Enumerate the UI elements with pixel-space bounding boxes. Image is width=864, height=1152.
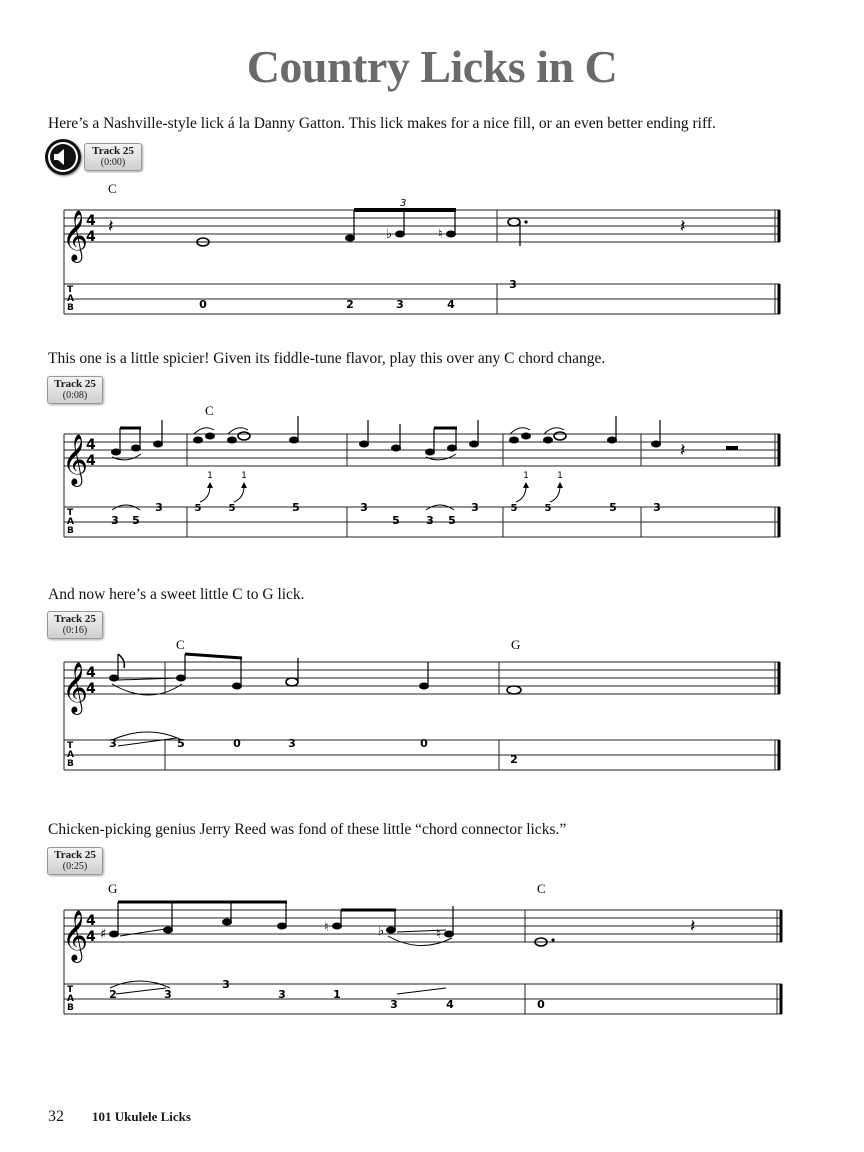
chord-symbol: C: [205, 403, 214, 418]
whole-note: [507, 686, 521, 694]
treble-clef-icon: 𝄞: [62, 210, 89, 261]
tab-number: 5: [177, 737, 185, 750]
treble-clef-icon: 𝄞: [62, 662, 89, 713]
tab-number: 5: [132, 514, 140, 527]
quarter-rest-icon: 𝄽: [680, 216, 686, 237]
time-sig-top: 4: [86, 213, 96, 229]
lick-2-notation: [0, 402, 864, 542]
tab-number: 3: [396, 298, 404, 311]
tab-label-b: B: [67, 1003, 74, 1013]
tab-number: 5: [544, 503, 552, 514]
track-badge-3[interactable]: [47, 611, 103, 639]
tab-number: 3: [155, 501, 163, 514]
track-time: (0:16): [62, 625, 88, 636]
tab-number: 3: [222, 978, 230, 991]
tab-number: 4: [446, 998, 454, 1011]
time-sig-bottom: 4: [86, 929, 96, 945]
quarter-rest-icon: 𝄽: [690, 916, 696, 937]
book-title: 101 Ukulele Licks: [92, 1109, 191, 1124]
track-time: (0:25): [62, 861, 88, 872]
tab-number: 3: [111, 514, 119, 527]
treble-clef-icon: 𝄞: [62, 910, 89, 961]
lick-1-intro: Here’s a Nashville-style lick á la Danny Gatton. This lick makes for a nice fill, or an even better ending riff.: [48, 115, 716, 132]
tab-number: 2: [346, 298, 354, 311]
flat-icon: ♭: [378, 924, 385, 939]
tab-label-a: A: [67, 294, 74, 304]
tab-label-t: T: [67, 985, 74, 995]
tab-number: 3: [288, 737, 296, 750]
chord-symbol: C: [108, 181, 117, 196]
bend-amount: 1: [241, 471, 247, 481]
tab-number: 5: [510, 503, 518, 514]
page-footer: [48, 1108, 191, 1126]
tab-number: 5: [292, 501, 300, 514]
tab-label-t: T: [67, 285, 74, 295]
bend-amount: 1: [557, 471, 563, 481]
half-rest-icon: [726, 446, 738, 450]
quarter-rest-icon: 𝄽: [108, 216, 114, 237]
tab-number: 0: [420, 737, 428, 750]
tab-label-b: B: [67, 526, 74, 536]
tab-number: 4: [447, 298, 455, 311]
lick-4-notation: [0, 880, 864, 1020]
treble-clef-icon: 𝄞: [62, 434, 89, 485]
track-label: Track 25: [92, 145, 134, 157]
time-sig-top: 4: [86, 437, 96, 453]
tab-number: 3: [360, 501, 368, 514]
speaker-icon[interactable]: [45, 139, 81, 175]
tab-number: 1: [333, 988, 341, 1001]
track-badge-1[interactable]: [84, 143, 142, 171]
tab-number: 3: [471, 501, 479, 514]
tab-label-b: B: [67, 303, 74, 313]
tab-number: 2: [109, 988, 117, 1001]
tab-number: 0: [537, 998, 545, 1011]
tab-label-t: T: [67, 508, 74, 518]
time-sig-bottom: 4: [86, 681, 96, 697]
lick-3-notation: [0, 636, 864, 776]
bend-amount: 1: [207, 471, 213, 481]
tab-number: 3: [653, 501, 661, 514]
tab-number: 3: [426, 514, 434, 527]
track-badge-4[interactable]: [47, 847, 103, 875]
tab-label-t: T: [67, 741, 74, 751]
time-sig-top: 4: [86, 665, 96, 681]
tab-label-a: A: [67, 750, 74, 760]
tab-number: 3: [509, 278, 517, 291]
natural-icon: ♮: [438, 227, 443, 242]
lick-1-notation: [0, 180, 864, 320]
tab-number: 0: [233, 737, 241, 750]
tab-number: 3: [164, 988, 172, 1001]
tab-number: 5: [609, 501, 617, 514]
track-badge-2[interactable]: [47, 376, 103, 404]
tab-label-a: A: [67, 994, 74, 1004]
track-label: Track 25: [54, 613, 96, 625]
tab-number: 0: [199, 298, 207, 311]
quarter-rest-icon: 𝄽: [680, 440, 686, 461]
time-sig-top: 4: [86, 913, 96, 929]
page-title: Country Licks in C: [246, 41, 618, 92]
tab-number: 5: [392, 514, 400, 527]
tab-label-a: A: [67, 517, 74, 527]
chord-symbol: G: [511, 637, 521, 652]
tab-number: 2: [510, 753, 518, 766]
tab-number: 5: [194, 503, 202, 514]
lick-2-intro: This one is a little spicier! Given its fiddle-tune flavor, play this over any C chord change.: [48, 350, 606, 367]
chord-symbol: C: [176, 637, 185, 652]
tab-number: 3: [109, 737, 117, 750]
track-time: (0:08): [62, 390, 88, 401]
chord-symbol: C: [537, 881, 546, 896]
note: [508, 218, 520, 226]
bend-amount: 1: [523, 471, 529, 481]
track-label: Track 25: [54, 378, 96, 390]
lick-3-intro: And now here’s a sweet little C to G lick.: [48, 586, 305, 603]
tab-label-b: B: [67, 759, 74, 769]
chord-symbol: G: [108, 881, 118, 896]
lick-4-intro: Chicken-picking genius Jerry Reed was fond of these little “chord connector licks.”: [48, 821, 567, 838]
tab-number: 3: [278, 988, 286, 1001]
time-sig-bottom: 4: [86, 453, 96, 469]
tab-number: 3: [390, 998, 398, 1011]
flat-icon: ♭: [386, 227, 393, 242]
natural-icon: ♮: [324, 920, 329, 935]
tab-number: 5: [228, 503, 236, 514]
track-label: Track 25: [54, 849, 96, 861]
triplet-mark: 3: [400, 198, 407, 209]
natural-icon: ♮: [436, 927, 441, 942]
time-sig-bottom: 4: [86, 229, 96, 245]
sharp-icon: ♯: [100, 927, 107, 942]
page-number: 32: [48, 1108, 64, 1125]
tab-number: 5: [448, 514, 456, 527]
track-time: (0:00): [100, 157, 126, 168]
